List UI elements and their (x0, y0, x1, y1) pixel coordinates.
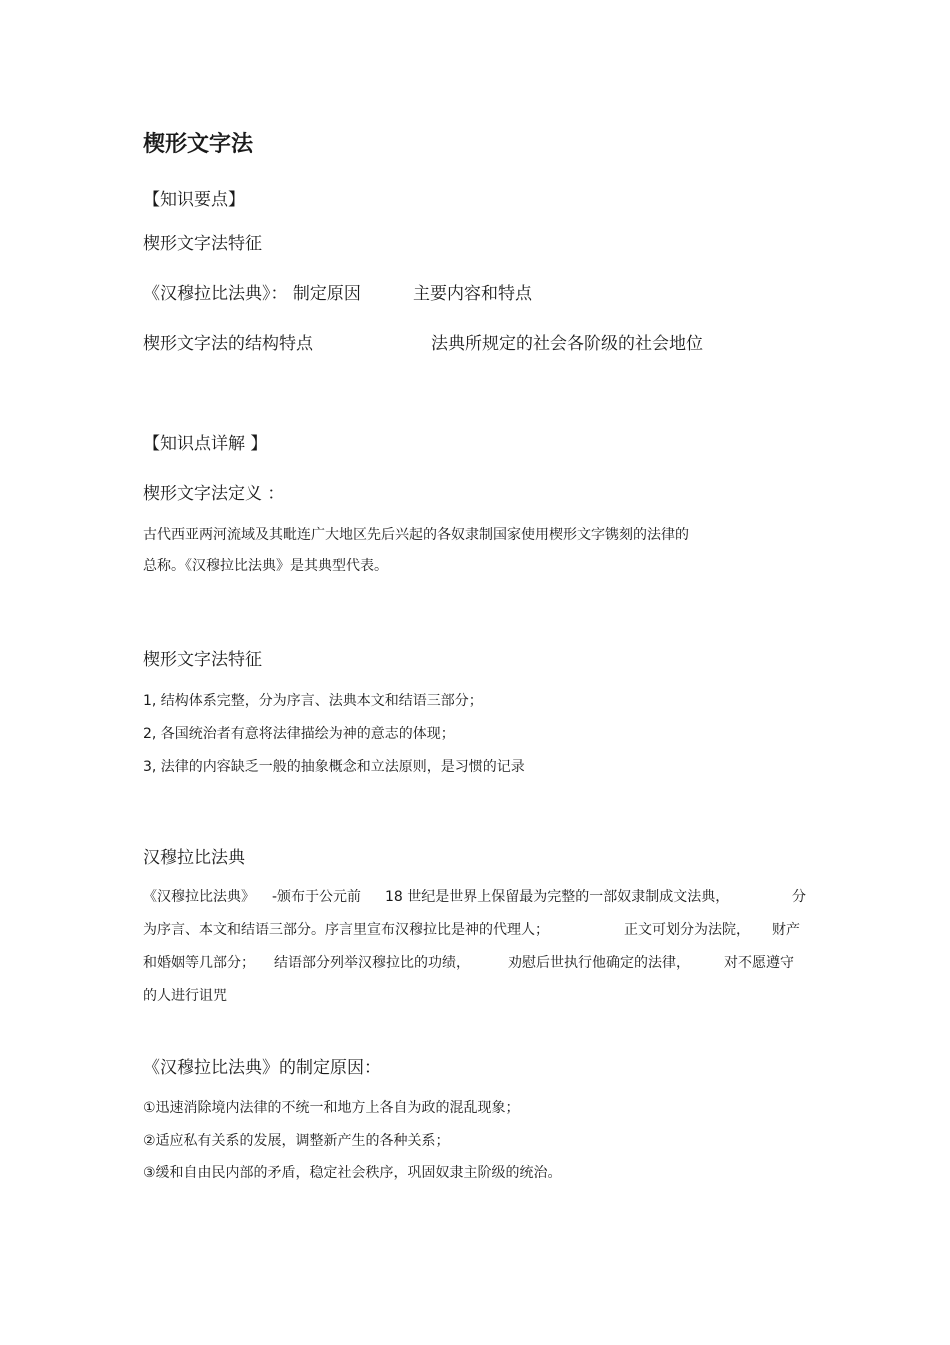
key-points-heading: 【知识要点】 (143, 190, 245, 210)
code-text-segment: 的人进行诅咒 (143, 988, 227, 1004)
code-text-segment: 18 世纪是世界上保留最为完整的一部奴隶制成文法典， (385, 889, 730, 905)
definition-line: 总称。《汉穆拉比法典》是其典型代表。 (143, 558, 388, 574)
feature-item: 1, 结构体系完整，分为序言、法典本文和结语三部分； (143, 693, 483, 709)
feature-item: 3, 法律的内容缺乏一般的抽象概念和立法原则，是习惯的记录 (143, 759, 525, 775)
definition-heading: 楔形文字法定义 ： (143, 484, 285, 504)
code-text-segment: 分 (792, 889, 806, 905)
code-text-segment: 正文可划分为法院， (624, 922, 750, 938)
key-point-item: 《汉穆拉比法典》： 制定原因 (143, 284, 361, 304)
code-text-segment: 财产 (772, 922, 800, 938)
key-point-item: 法典所规定的社会各阶级的社会地位 (431, 334, 703, 354)
reason-item: ①迅速消除境内法律的不统一和地方上各自为政的混乱现象； (143, 1100, 520, 1116)
details-heading: 【知识点详解 】 (143, 434, 268, 454)
code-heading: 汉穆拉比法典 (143, 848, 245, 868)
code-text-segment: 对不愿遵守 (724, 955, 794, 971)
reason-item: ③缓和自由民内部的矛盾，稳定社会秩序，巩固奴隶主阶级的统治。 (143, 1165, 562, 1181)
reason-item: ②适应私有关系的发展，调整新产生的各种关系； (143, 1133, 450, 1149)
code-text-segment: 《汉穆拉比法典》 (143, 889, 255, 905)
key-point-item: 主要内容和特点 (413, 284, 532, 304)
code-text-segment: 为序言、本文和结语三部分。序言里宣布汉穆拉比是神的代理人； (143, 922, 549, 938)
code-text-segment: 和婚姻等几部分； (143, 955, 255, 971)
features-heading: 楔形文字法特征 (143, 650, 262, 670)
key-point-item: 楔形文字法特征 (143, 234, 262, 254)
page-title: 楔形文字法 (143, 132, 254, 157)
definition-line: 古代西亚两河流域及其毗连广大地区先后兴起的各奴隶制国家使用楔形文字镌刻的法律的 (143, 527, 689, 543)
code-text-segment: 劝慰后世执行他确定的法律， (508, 955, 690, 971)
code-text-segment: -颁布于公元前 (272, 889, 362, 905)
reasons-heading: 《汉穆拉比法典》的制定原因： (143, 1058, 381, 1078)
key-point-item: 楔形文字法的结构特点 (143, 334, 313, 354)
feature-item: 2, 各国统治者有意将法律描绘为神的意志的体现； (143, 726, 455, 742)
code-text-segment: 结语部分列举汉穆拉比的功绩， (274, 955, 470, 971)
